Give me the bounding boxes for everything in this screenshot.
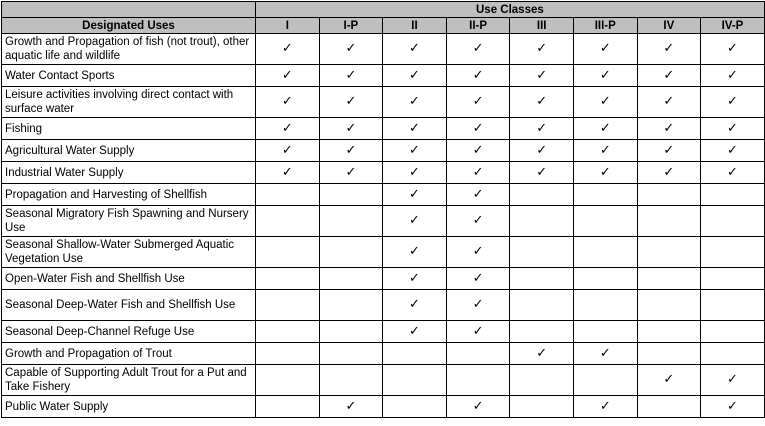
empty-cell xyxy=(573,290,637,321)
check-mark-icon: ✓ xyxy=(637,65,701,87)
check-mark-icon: ✓ xyxy=(510,162,574,184)
check-mark-icon: ✓ xyxy=(256,118,320,140)
empty-cell xyxy=(383,343,447,365)
check-mark-icon: ✓ xyxy=(446,237,510,268)
empty-cell xyxy=(573,268,637,290)
check-mark-icon: ✓ xyxy=(446,206,510,237)
check-mark-icon: ✓ xyxy=(510,87,574,118)
check-mark-icon: ✓ xyxy=(701,140,765,162)
check-mark-icon: ✓ xyxy=(573,396,637,418)
check-mark-icon: ✓ xyxy=(701,162,765,184)
class-header: II-P xyxy=(446,18,510,34)
table-row xyxy=(2,290,765,321)
empty-cell xyxy=(701,343,765,365)
empty-cell xyxy=(637,237,701,268)
check-mark-icon: ✓ xyxy=(573,118,637,140)
class-header: I-P xyxy=(319,18,383,34)
empty-cell xyxy=(637,321,701,343)
empty-cell xyxy=(256,343,320,365)
designated-use-cell: Public Water Supply xyxy=(2,396,256,418)
class-header: III xyxy=(510,18,574,34)
designated-use-cell: Leisure activities involving direct contact with surface water xyxy=(2,87,256,118)
header-blank-cell xyxy=(2,2,256,18)
check-mark-icon: ✓ xyxy=(319,162,383,184)
empty-cell xyxy=(701,237,765,268)
table-row xyxy=(2,343,765,365)
designated-use-cell: Seasonal Migratory Fish Spawning and Nursery Use xyxy=(2,206,256,237)
check-mark-icon: ✓ xyxy=(701,396,765,418)
check-mark-icon: ✓ xyxy=(701,65,765,87)
check-mark-icon: ✓ xyxy=(256,65,320,87)
empty-cell xyxy=(510,206,574,237)
check-mark-icon: ✓ xyxy=(510,140,574,162)
empty-cell xyxy=(701,268,765,290)
check-mark-icon: ✓ xyxy=(510,65,574,87)
check-mark-icon: ✓ xyxy=(383,87,447,118)
use-classes-title: Use Classes xyxy=(256,2,765,18)
check-mark-icon: ✓ xyxy=(446,184,510,206)
empty-cell xyxy=(319,184,383,206)
empty-cell xyxy=(446,343,510,365)
check-mark-icon: ✓ xyxy=(573,65,637,87)
check-mark-icon: ✓ xyxy=(637,140,701,162)
check-mark-icon: ✓ xyxy=(446,118,510,140)
column-header-row xyxy=(2,18,765,34)
check-mark-icon: ✓ xyxy=(446,162,510,184)
designated-use-cell: Industrial Water Supply xyxy=(2,162,256,184)
table-row xyxy=(2,396,765,418)
empty-cell xyxy=(383,396,447,418)
check-mark-icon: ✓ xyxy=(256,140,320,162)
check-mark-icon: ✓ xyxy=(446,321,510,343)
check-mark-icon: ✓ xyxy=(446,396,510,418)
table-row xyxy=(2,65,765,87)
empty-cell xyxy=(637,396,701,418)
table-row xyxy=(2,118,765,140)
check-mark-icon: ✓ xyxy=(573,140,637,162)
check-mark-icon: ✓ xyxy=(701,118,765,140)
check-mark-icon: ✓ xyxy=(319,87,383,118)
class-header: II xyxy=(383,18,447,34)
empty-cell xyxy=(701,184,765,206)
empty-cell xyxy=(256,365,320,396)
check-mark-icon: ✓ xyxy=(319,34,383,65)
empty-cell xyxy=(573,206,637,237)
check-mark-icon: ✓ xyxy=(383,118,447,140)
empty-cell xyxy=(256,206,320,237)
empty-cell xyxy=(701,290,765,321)
designated-use-cell: Seasonal Shallow-Water Submerged Aquatic Vegetation Use xyxy=(2,237,256,268)
empty-cell xyxy=(256,268,320,290)
empty-cell xyxy=(319,321,383,343)
empty-cell xyxy=(256,290,320,321)
check-mark-icon: ✓ xyxy=(319,140,383,162)
empty-cell xyxy=(383,365,447,396)
check-mark-icon: ✓ xyxy=(256,87,320,118)
check-mark-icon: ✓ xyxy=(319,396,383,418)
check-mark-icon: ✓ xyxy=(510,118,574,140)
check-mark-icon: ✓ xyxy=(573,162,637,184)
designated-use-cell: Seasonal Deep-Channel Refuge Use xyxy=(2,321,256,343)
designated-use-cell: Open-Water Fish and Shellfish Use xyxy=(2,268,256,290)
check-mark-icon: ✓ xyxy=(573,34,637,65)
check-mark-icon: ✓ xyxy=(383,290,447,321)
designated-use-cell: Seasonal Deep-Water Fish and Shellfish Use xyxy=(2,290,256,321)
designated-use-cell: Propagation and Harvesting of Shellfish xyxy=(2,184,256,206)
check-mark-icon: ✓ xyxy=(383,321,447,343)
check-mark-icon: ✓ xyxy=(701,34,765,65)
check-mark-icon: ✓ xyxy=(383,140,447,162)
check-mark-icon: ✓ xyxy=(701,365,765,396)
check-mark-icon: ✓ xyxy=(446,34,510,65)
check-mark-icon: ✓ xyxy=(383,206,447,237)
empty-cell xyxy=(573,184,637,206)
check-mark-icon: ✓ xyxy=(446,140,510,162)
empty-cell xyxy=(637,206,701,237)
empty-cell xyxy=(319,290,383,321)
empty-cell xyxy=(256,237,320,268)
check-mark-icon: ✓ xyxy=(510,343,574,365)
class-header: IV-P xyxy=(701,18,765,34)
check-mark-icon: ✓ xyxy=(383,184,447,206)
table-row xyxy=(2,184,765,206)
table-row xyxy=(2,365,765,396)
empty-cell xyxy=(701,206,765,237)
empty-cell xyxy=(510,290,574,321)
empty-cell xyxy=(510,268,574,290)
empty-cell xyxy=(510,396,574,418)
empty-cell xyxy=(256,396,320,418)
check-mark-icon: ✓ xyxy=(319,65,383,87)
empty-cell xyxy=(510,365,574,396)
designated-use-cell: Growth and Propagation of fish (not trout), other aquatic life and wildlife xyxy=(2,34,256,65)
check-mark-icon: ✓ xyxy=(637,365,701,396)
class-header: I xyxy=(256,18,320,34)
check-mark-icon: ✓ xyxy=(510,34,574,65)
table-row xyxy=(2,237,765,268)
table-row xyxy=(2,321,765,343)
empty-cell xyxy=(256,321,320,343)
table-title-row xyxy=(2,2,765,18)
empty-cell xyxy=(319,365,383,396)
check-mark-icon: ✓ xyxy=(446,65,510,87)
empty-cell xyxy=(256,184,320,206)
class-header: III-P xyxy=(573,18,637,34)
table-row xyxy=(2,268,765,290)
empty-cell xyxy=(319,268,383,290)
check-mark-icon: ✓ xyxy=(637,118,701,140)
table-row xyxy=(2,34,765,65)
empty-cell xyxy=(446,365,510,396)
check-mark-icon: ✓ xyxy=(383,162,447,184)
empty-cell xyxy=(319,343,383,365)
check-mark-icon: ✓ xyxy=(319,118,383,140)
designated-uses-table xyxy=(1,1,765,418)
check-mark-icon: ✓ xyxy=(446,87,510,118)
class-header: IV xyxy=(637,18,701,34)
empty-cell xyxy=(510,321,574,343)
empty-cell xyxy=(637,268,701,290)
table-row xyxy=(2,87,765,118)
check-mark-icon: ✓ xyxy=(446,290,510,321)
table-row xyxy=(2,140,765,162)
check-mark-icon: ✓ xyxy=(383,268,447,290)
check-mark-icon: ✓ xyxy=(256,34,320,65)
check-mark-icon: ✓ xyxy=(573,87,637,118)
empty-cell xyxy=(637,343,701,365)
empty-cell xyxy=(637,184,701,206)
table-row xyxy=(2,162,765,184)
table-row xyxy=(2,206,765,237)
check-mark-icon: ✓ xyxy=(701,87,765,118)
check-mark-icon: ✓ xyxy=(383,34,447,65)
designated-use-cell: Agricultural Water Supply xyxy=(2,140,256,162)
empty-cell xyxy=(637,290,701,321)
check-mark-icon: ✓ xyxy=(573,343,637,365)
check-mark-icon: ✓ xyxy=(383,237,447,268)
check-mark-icon: ✓ xyxy=(446,268,510,290)
designated-uses-header: Designated Uses xyxy=(2,18,256,34)
check-mark-icon: ✓ xyxy=(383,65,447,87)
empty-cell xyxy=(319,206,383,237)
empty-cell xyxy=(701,321,765,343)
empty-cell xyxy=(319,237,383,268)
designated-use-cell: Water Contact Sports xyxy=(2,65,256,87)
empty-cell xyxy=(510,237,574,268)
designated-use-cell: Fishing xyxy=(2,118,256,140)
empty-cell xyxy=(510,184,574,206)
empty-cell xyxy=(573,321,637,343)
designated-use-cell: Growth and Propagation of Trout xyxy=(2,343,256,365)
check-mark-icon: ✓ xyxy=(256,162,320,184)
designated-use-cell: Capable of Supporting Adult Trout for a Put and Take Fishery xyxy=(2,365,256,396)
check-mark-icon: ✓ xyxy=(637,87,701,118)
table-body xyxy=(2,34,765,418)
check-mark-icon: ✓ xyxy=(637,162,701,184)
empty-cell xyxy=(573,237,637,268)
check-mark-icon: ✓ xyxy=(637,34,701,65)
empty-cell xyxy=(573,365,637,396)
